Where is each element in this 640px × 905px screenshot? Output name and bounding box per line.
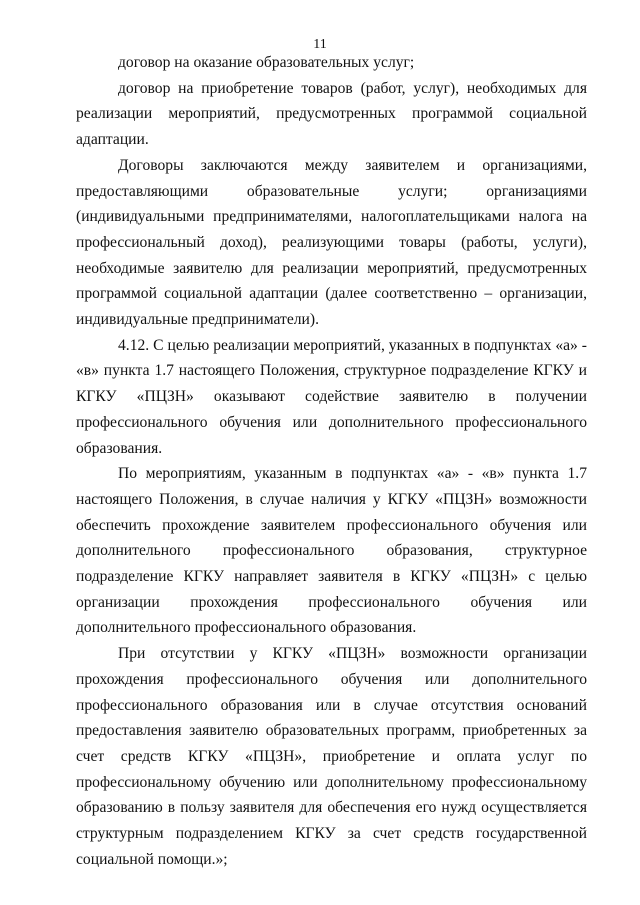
- paragraph-measures-referral: По мероприятиям, указанным в подпунктах «а» - «в» пункта 1.7 настоящего Положения, в случае наличия у КГКУ «ПЦЗН» возможности обеспечить прохождение заявителем профессионального обучения или дополнительного профессионального образования, структурное подразделение КГКУ направляет заявителя в КГКУ «ПЦЗН» с целью организации прохождения профессионального обучения или дополнительного профессионального образования.: [76, 465, 587, 637]
- document-body: [76, 50, 587, 873]
- paragraph-contract-goods: договор на приобретение товаров (работ, услуг), необходимых для реализации мероприятий, предусмотренных программой социальной адаптации.: [76, 79, 587, 149]
- paragraph-contract-education: договор на оказание образовательных услуг;: [118, 54, 415, 71]
- paragraph-absence-of-possibility: При отсутствии у КГКУ «ПЦЗН» возможности организации прохождения профессионального обучения или дополнительного профессионального образования или в случае отсутствия оснований предоставления заявителю образовательных программ, приобретенных за счет средств КГКУ «ПЦЗН», приобретение и оплата услуг по профессиональному обучению или дополнительному профессиональному образованию в пользу заявителя для обеспечения его нужд осуществляется структурным подразделением КГКУ за счет средств государственной социальной помощи.»;: [76, 645, 587, 868]
- page-number: 11: [313, 37, 327, 52]
- paragraph-contracts-concluded: Договоры заключаются между заявителем и организациями, предоставляющими образовательные услуги; организациями (индивидуальными предпринимателями, налогоплательщиками налога на профессиональный доход), реализующими товары (работы, услуги), необходимые заявителю для реализации мероприятий, предусмотренных программой социальной адаптации (далее соответственно – организации, индивидуальные предприниматели).: [76, 156, 587, 329]
- paragraph-clause-4-12: 4.12. С целью реализации мероприятий, указанных в подпунктах «а» - «в» пункта 1.7 настоящего Положения, структурное подразделение КГКУ и КГКУ «ПЦЗН» оказывают содействие заявителю в получении профессионального обучения или дополнительного профессионального образования.: [76, 336, 587, 457]
